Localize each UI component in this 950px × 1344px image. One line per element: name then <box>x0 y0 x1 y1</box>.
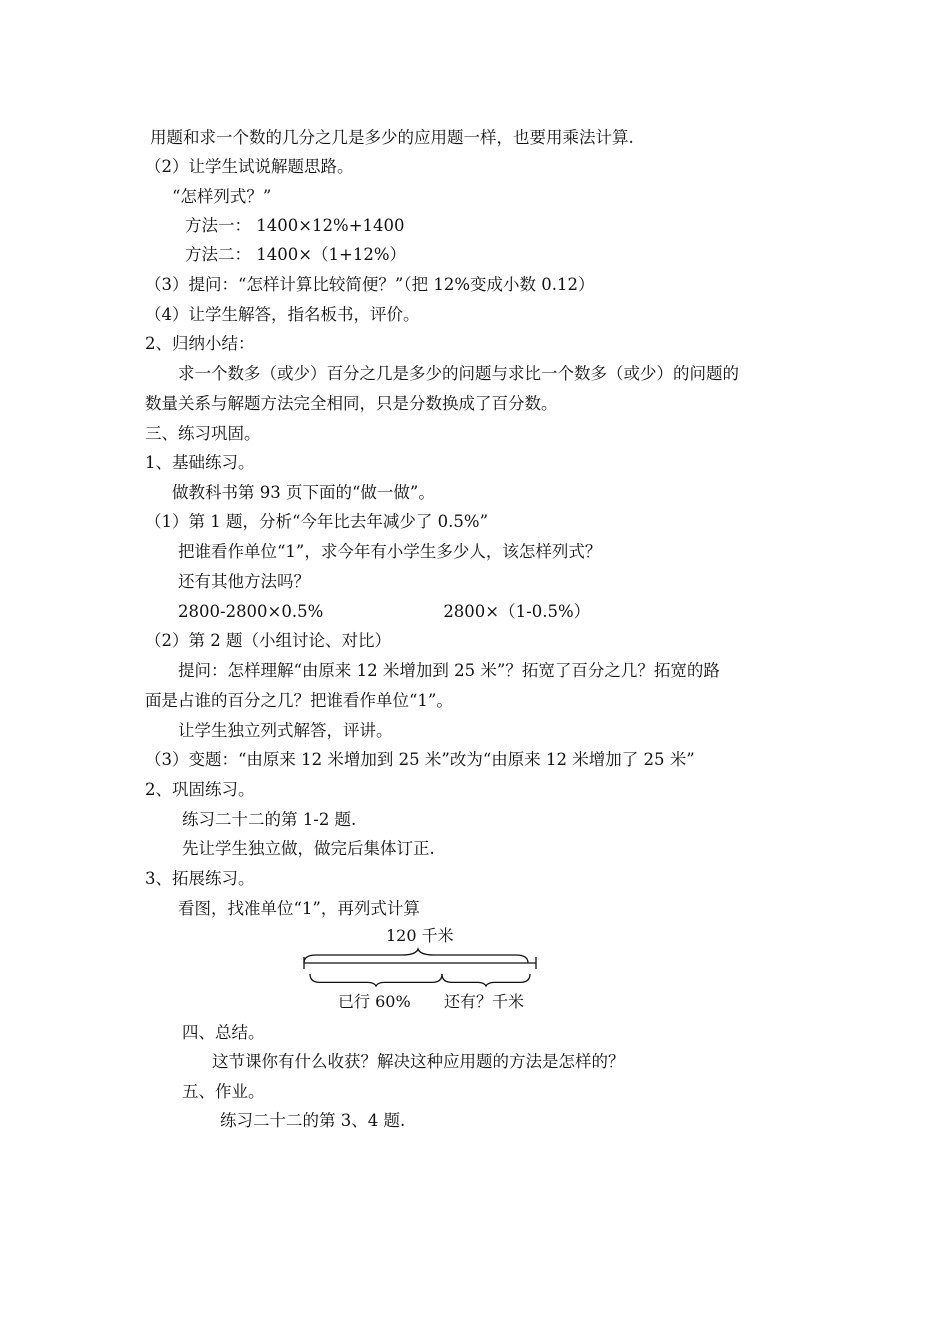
text-line: 看图，找准单位“1”，再列式计算 <box>178 899 420 918</box>
section-heading: 1、基础练习。 <box>145 453 255 472</box>
text-line: 求一个数多（或少）百分之几是多少的问题与求比一个数多（或少）的问题的 <box>178 364 739 383</box>
traveled-label: 已行 60% <box>338 992 411 1011</box>
formula-line <box>178 601 590 623</box>
text-line: 提问：怎样理解“由原来 12 米增加到 25 米”？拓宽了百分之几？拓宽的路 <box>178 661 720 680</box>
segment-diagram <box>290 920 550 1020</box>
text-line: （4）让学生解答，指名板书，评价。 <box>145 305 420 324</box>
text-line: 把谁看作单位“1”，求今年有小学生多少人，该怎样列式？ <box>178 542 602 561</box>
text-line: 先让学生独立做，做完后集体订正. <box>182 839 435 858</box>
text-line: 这节课你有什么收获？解决这种应用题的方法是怎样的？ <box>212 1052 625 1071</box>
text-line: （1）第 1 题，分析“今年比去年减少了 0.5%” <box>145 512 489 531</box>
text-line: 做教科书第 93 页下面的“做一做”。 <box>172 483 435 502</box>
section-heading: 2、巩固练习。 <box>145 780 255 799</box>
text-line: （2）让学生试说解题思路。 <box>145 157 354 176</box>
text-line: 练习二十二的第 3、4 题. <box>220 1111 406 1130</box>
section-heading: 3、拓展练习。 <box>145 869 255 888</box>
text-line: （3）提问：“怎样计算比较简便？”（把 12%变成小数 0.12） <box>145 275 595 294</box>
text-line: 让学生独立列式解答，评讲。 <box>178 721 393 740</box>
formula-a: 2800-2800×0.5% <box>178 602 324 621</box>
section-heading: 2、归纳小结： <box>145 334 255 353</box>
text-line: 练习二十二的第 1-2 题. <box>182 810 357 829</box>
section-heading: 五、作业。 <box>182 1082 265 1101</box>
text-line: 用题和求一个数的几分之几是多少的应用题一样，也要用乘法计算. <box>150 128 634 147</box>
remaining-brace <box>442 974 530 986</box>
text-line: “怎样列式？” <box>172 187 272 206</box>
section-heading: 三、练习巩固。 <box>145 424 261 443</box>
text-line: （3）变题：“由原来 12 米增加到 25 米”改为“由原来 12 米增加了 25 米” <box>145 750 695 769</box>
total-label: 120 千米 <box>386 926 454 945</box>
formula-b: 2800×（1-0.5%） <box>443 602 591 621</box>
text-line: 面是占谁的百分之几？把谁看作单位“1”。 <box>145 691 453 710</box>
total-brace <box>304 949 528 963</box>
text-line: 方法二： 1400×（1+12%） <box>185 245 407 264</box>
text-line: （2）第 2 题（小组讨论、对比） <box>145 631 391 650</box>
section-heading: 四、总结。 <box>182 1023 265 1042</box>
text-line: 还有其他方法吗？ <box>178 572 310 591</box>
traveled-brace <box>310 974 442 986</box>
text-line: 数量关系与解题方法完全相同，只是分数换成了百分数。 <box>145 394 558 413</box>
text-line: 方法一： 1400×12%+1400 <box>185 216 405 235</box>
remaining-label: 还有？千米 <box>444 992 525 1011</box>
